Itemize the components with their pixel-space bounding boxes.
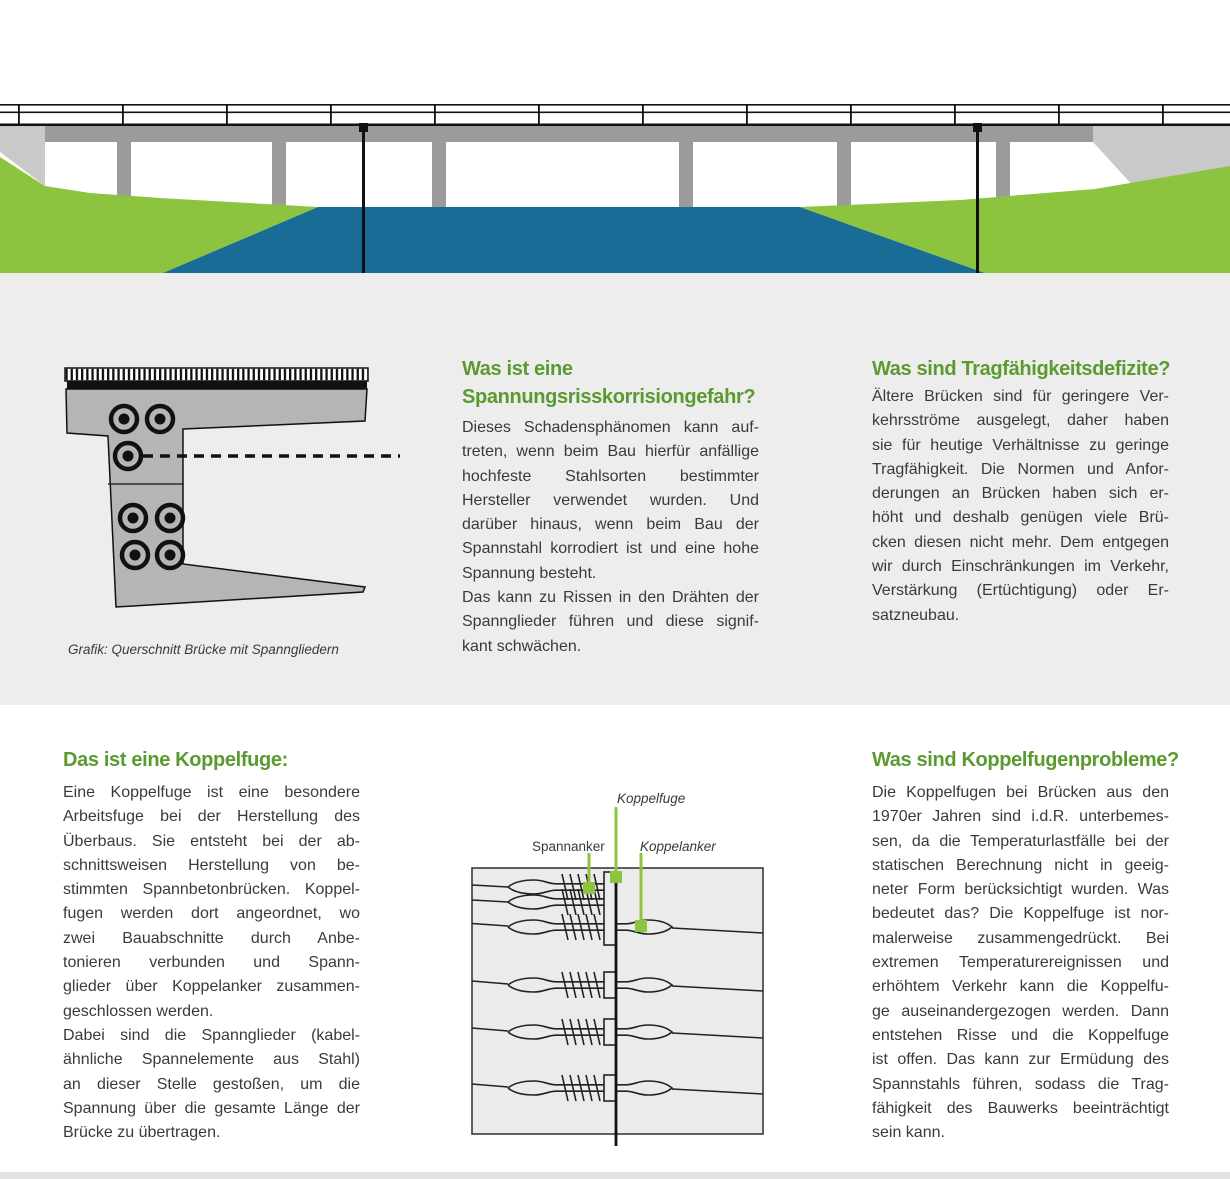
page-bottom-strip <box>0 1172 1230 1179</box>
bridge-pier <box>679 142 693 212</box>
text-line: Tragfähigkeit. Die Normen und Anfor- <box>872 460 1169 478</box>
text-line: treten, wenn beim Bau hierfür anfällige <box>462 443 759 461</box>
text-line: extremen Temperaturereignissen und <box>872 954 1169 972</box>
text-line: bedeutet das? Die Koppelfuge ist nor- <box>872 905 1169 923</box>
text-line: sen, da die Temperaturlastfälle bei der <box>872 832 1169 850</box>
text-line: Spannung besteht. <box>462 564 597 582</box>
text-line: an dieser Stelle gestoßen, um die <box>63 1075 360 1093</box>
column-koppelfuge <box>63 746 360 1145</box>
text-line: Was ist eine <box>462 358 573 380</box>
tendon-duct <box>157 542 183 568</box>
bridge-deck <box>45 126 1093 142</box>
label-koppelfuge: Koppelfuge <box>617 791 686 806</box>
text-line: Verstärkung (Ertüchtigung) oder Er- <box>872 582 1169 600</box>
figure-caption: Grafik: Querschnitt Brücke mit Spanngliedern <box>68 642 339 657</box>
tendon-duct <box>147 406 173 432</box>
text-line: fugen werden dort angeordnet, wo <box>63 905 360 923</box>
text-line: Spannungsrisskorrisiongefahr? <box>462 386 756 408</box>
koppelfuge-diagram <box>460 785 770 1150</box>
railing-rail <box>0 112 1230 114</box>
text-line: Spannstahl korrodiert ist und eine hohe <box>462 540 759 558</box>
koppelfuge-body <box>63 781 360 1145</box>
column-corrosion-risk <box>462 355 759 659</box>
anchor-plate <box>604 1019 616 1045</box>
tendon-duct <box>120 505 146 531</box>
anchor-plate <box>604 1075 616 1101</box>
bridge-illustration <box>0 0 1230 273</box>
capacity-deficit-body <box>872 385 1169 628</box>
tendon-duct <box>111 406 137 432</box>
text-line: cken diesen nicht mehr. Dem entgegen <box>872 533 1169 551</box>
text-line: Dieses Schadensphänomen kann auf- <box>462 419 759 436</box>
text-line: fähigkeit des Bauwerks beeinträchtigt <box>872 1099 1169 1117</box>
text-line: Die Koppelfugen bei Brücken aus den <box>872 784 1169 801</box>
koppelfuge-marker <box>610 871 622 883</box>
text-line: ge auseinandergezogen werden. Dann <box>872 1002 1169 1020</box>
text-line: Ältere Brücken sind für geringere Ver- <box>872 388 1169 405</box>
anchor-plate <box>604 972 616 998</box>
text-line: statischen Berechnung nicht in geeig- <box>872 856 1169 874</box>
text-line: Spannstahls führen, sodass die Trag- <box>872 1075 1169 1093</box>
column-koppelfugen-problems <box>872 746 1179 1145</box>
bridge-pier <box>272 142 286 212</box>
text-line: Dabei sind die Spannglieder (kabel- <box>63 1026 360 1044</box>
text-line: geschlossen werden. <box>63 1002 214 1020</box>
text-line: derungen an Brücken haben sich er- <box>872 485 1169 503</box>
text-line: tonieren verbunden und Spann- <box>63 954 360 972</box>
text-line: wir durch Einschränkungen im Verkehr, <box>872 558 1169 576</box>
column-capacity-deficit <box>872 355 1169 628</box>
text-line: Das ist eine Koppelfuge: <box>63 749 288 771</box>
capacity-deficit-heading <box>872 355 1169 383</box>
label-koppelanker: Koppelanker <box>640 839 716 854</box>
text-line: schnittsweisen Herstellung von be- <box>63 856 360 874</box>
corrosion-risk-heading <box>462 355 759 411</box>
text-line: Spannglieder führen und diese signif- <box>462 613 759 631</box>
diagram-concrete-block <box>472 868 763 1134</box>
text-line: Was sind Koppelfugenprobleme? <box>872 749 1179 771</box>
bridge-pier <box>432 142 446 212</box>
text-line: Überbaus. Sie entsteht bei der ab- <box>63 832 360 850</box>
spannanker-marker <box>583 882 595 894</box>
text-line: ähnliche Spannelemente aus Stahl) <box>63 1051 360 1069</box>
text-line: darüber hinaus, wenn beim Bau der <box>462 516 759 534</box>
koppelanker-marker <box>635 920 647 932</box>
text-line: malerweise zusammengedrückt. Bei <box>872 929 1169 947</box>
text-line: kant schwächen. <box>462 637 582 655</box>
text-line: Eine Koppelfuge ist eine besondere <box>63 784 360 801</box>
text-line: erhöhtem Verkehr kann die Koppelfu- <box>872 978 1169 996</box>
tendon-duct <box>122 542 148 568</box>
text-line: 1970er Jahren sind i.d.R. unterbemes- <box>872 808 1169 826</box>
text-line: entstehen Risse und die Koppelfuge <box>872 1026 1169 1044</box>
bridge-pier <box>837 142 851 212</box>
text-line: zwei Bauabschnitte durch Anbe- <box>63 929 360 947</box>
text-line: ist offen. Das kann zur Ermüdung des <box>872 1051 1169 1069</box>
text-line: kehrsströme ausgelegt, daher haben <box>872 412 1169 430</box>
koppelfugen-problems-heading <box>872 746 1179 774</box>
koppelfugen-problems-body <box>872 781 1169 1145</box>
text-line: Brücke zu übertragen. <box>63 1124 221 1142</box>
text-line: hochfeste Stahlsorten bestimmter <box>462 467 759 485</box>
bridge-cross-section-figure <box>55 363 405 613</box>
label-spannanker: Spannanker <box>532 839 605 854</box>
road-surface-hatch-pattern <box>66 369 367 380</box>
koppelfuge-heading <box>63 746 360 774</box>
text-line: höht und deshalb genügen viele Brü- <box>872 509 1169 527</box>
text-line: Arbeitsfuge bei der Herstellung des <box>63 808 360 826</box>
deck-edge-line <box>0 124 1230 127</box>
text-line: satzneubau. <box>872 606 960 624</box>
text-line: sein kann. <box>872 1124 945 1142</box>
text-line: stimmten Spannbetonbrücken. Koppel- <box>63 881 360 899</box>
railing-rail <box>0 104 1230 106</box>
corrosion-risk-body <box>462 416 759 659</box>
text-line: neter Form berücksichtigt wurden. Was <box>872 881 1169 899</box>
text-line: Hersteller verwendet wurden. Und <box>462 491 759 509</box>
tendon-duct <box>115 443 141 469</box>
text-line: glieder über Koppelanker zusammen- <box>63 978 360 996</box>
text-line: Spannung über die gesamte Länge der <box>63 1099 360 1117</box>
text-line: sie für heutige Verhältnisse zu geringe <box>872 436 1169 454</box>
text-line: Was sind Tragfähigkeitsdefizite? <box>872 358 1171 380</box>
tendon-duct <box>157 505 183 531</box>
text-line: Das kann zu Rissen in den Drähten der <box>462 589 759 607</box>
